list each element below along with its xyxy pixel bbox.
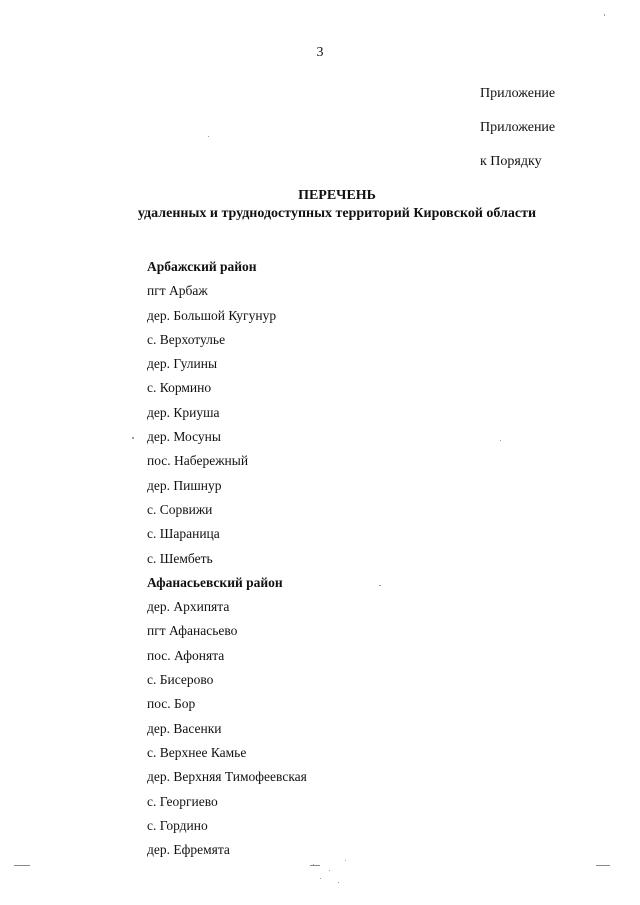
scan-speck (208, 136, 209, 137)
scan-speck (345, 860, 346, 861)
district-heading: Афанасьевский район (147, 574, 283, 590)
settlement-item: с. Верхотулье (147, 331, 226, 347)
settlement-item: с. Верхнее Камье (147, 744, 247, 760)
settlement-item: с. Сорвижи (147, 501, 213, 517)
settlement-item: с. Гордино (147, 817, 208, 833)
attachment-line: Приложение (480, 86, 556, 101)
document-subtitle: удаленных и труднодоступных территорий Кировской области (137, 206, 537, 221)
settlement-item: дер. Большой Кугунур (147, 307, 277, 323)
settlement-item: с. Шараница (147, 526, 220, 542)
scan-speck (379, 585, 381, 586)
settlement-item: пгт Арбаж (147, 283, 208, 299)
scan-speck (604, 14, 605, 16)
settlement-item: с. Георгиево (147, 793, 218, 809)
settlement-item: пос. Афонята (147, 647, 225, 663)
territory-list (147, 258, 567, 865)
settlement-item: дер. Пишнур (147, 477, 222, 493)
settlement-item: с. Шембеть (147, 550, 213, 566)
scan-speck (329, 870, 330, 871)
scan-edge-mark (14, 865, 30, 866)
scan-speck (320, 878, 321, 879)
document-title: ПЕРЕЧЕНЬ (298, 188, 376, 203)
settlement-item: дер. Архипята (147, 599, 230, 615)
scan-speck (500, 440, 501, 441)
scan-edge-mark (310, 865, 320, 866)
settlement-item: дер. Гулины (147, 356, 218, 372)
scan-edge-mark (596, 865, 610, 866)
settlement-item: пос. Набережный (147, 453, 249, 469)
settlement-item: дер. Верхняя Тимофеевская (147, 769, 307, 785)
attachment-line: к Порядку (480, 154, 542, 169)
settlement-item: дер. Васенки (147, 720, 222, 736)
settlement-item: с. Бисерово (147, 672, 214, 688)
settlement-item: с. Кормино (147, 380, 212, 396)
scan-speck (132, 437, 134, 439)
settlement-item: дер. Криуша (147, 404, 220, 420)
settlement-item: дер. Ефремята (147, 842, 230, 858)
scan-speck (338, 882, 339, 883)
attachment-line: Приложение (480, 120, 556, 135)
settlement-item: пос. Бор (147, 696, 196, 712)
settlement-item: дер. Мосуны (147, 429, 221, 445)
page-number: 3 (316, 45, 324, 60)
settlement-item: пгт Афанасьево (147, 623, 238, 639)
district-heading: Арбажский район (147, 259, 257, 274)
